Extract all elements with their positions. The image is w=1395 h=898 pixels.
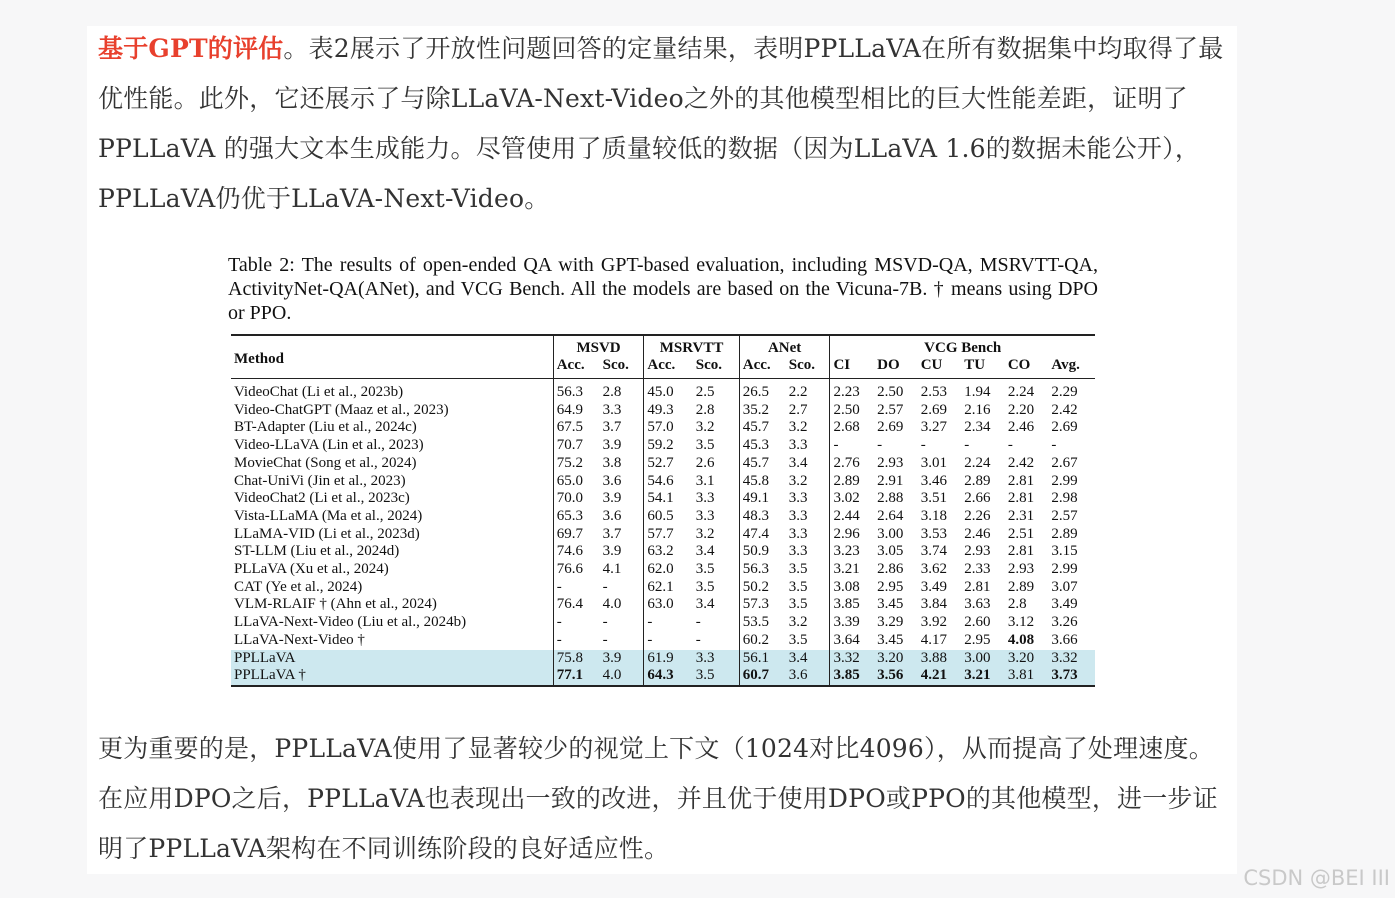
method-cell: Video-ChatGPT (Maaz et al., 2023)	[234, 401, 449, 418]
table-row	[231, 437, 1095, 455]
value-cell: 2.57	[877, 401, 904, 418]
value-cell: 2.6	[695, 454, 715, 471]
method-cell: LLaVA-Next-Video †	[234, 631, 365, 648]
method-cell: Vista-LLaMA (Ma et al., 2024)	[234, 507, 423, 524]
col-header: Sco.	[788, 357, 815, 373]
value-cell: 2.99	[1051, 472, 1078, 489]
value-cell: 3.92	[920, 614, 947, 631]
method-cell: LLaVA-Next-Video (Liu et al., 2024b)	[234, 614, 467, 631]
results-table	[231, 334, 1095, 687]
value-cell: 2.8	[1007, 596, 1027, 613]
col-header: CO	[1007, 357, 1031, 373]
value-cell: 3.9	[602, 490, 622, 507]
value-cell: 3.46	[920, 472, 947, 489]
value-cell: 3.6	[602, 507, 622, 524]
col-header: Acc.	[644, 357, 693, 379]
value-cell: 3.64	[830, 632, 874, 650]
value-cell: 3.3	[788, 490, 808, 507]
value-cell: 2.29	[1051, 384, 1078, 400]
value-cell: 2.33	[964, 561, 991, 578]
value-cell: 3.5	[695, 561, 715, 578]
method-cell: VLM-RLAIF † (Ahn et al., 2024)	[234, 596, 437, 613]
value-cell: 3.29	[877, 614, 904, 631]
value-cell: 2.81	[1007, 543, 1035, 560]
value-cell: 3.7	[602, 525, 622, 542]
value-cell: 2.20	[1007, 401, 1035, 418]
value-cell: 3.51	[920, 490, 947, 507]
value-cell: 75.2	[553, 455, 599, 473]
value-cell: 3.88	[918, 650, 962, 668]
value-cell: -	[877, 437, 883, 454]
value-cell: 3.2	[695, 525, 715, 542]
value-cell: 4.17	[920, 631, 947, 648]
col-header: TU	[964, 357, 986, 373]
value-cell: 49.1	[739, 490, 785, 508]
value-cell: 4.21	[918, 667, 962, 686]
value-cell: 3.45	[877, 596, 904, 613]
value-cell: 2.76	[830, 455, 874, 473]
value-cell: 3.26	[1051, 614, 1078, 631]
value-cell: 3.49	[1051, 596, 1078, 613]
value-cell: 75.8	[553, 650, 599, 668]
value-cell: 2.44	[830, 508, 874, 526]
col-header: CU	[920, 357, 943, 373]
value-cell: -	[695, 631, 701, 648]
results-table-figure	[231, 334, 1095, 687]
value-cell: 2.24	[1007, 384, 1035, 400]
value-cell: 2.42	[1051, 401, 1078, 418]
value-cell: 56.3	[739, 561, 785, 579]
value-cell: 60.7	[739, 667, 785, 686]
intro-text: 。表2展示了开放性问题回答的定量结果，表明PPLLaVA在所有数据集中均取得了最优性能。此外，它还展示了与除LLaVA-Next-Video之外的其他模型相比的巨大性能差距，证明了PPLLaVA 的强大文本生成能力。尽管使用了质量较低的数据（因为LLaVA 1.6的数据未能公开），PPLLaVA仍优于LLaVA-Next-Video。	[98, 34, 1224, 213]
value-cell: 3.85	[830, 667, 874, 686]
value-cell: 3.74	[920, 543, 947, 560]
value-cell: -	[644, 614, 693, 632]
table-row	[231, 650, 1095, 668]
value-cell: -	[1007, 437, 1013, 454]
value-cell: 2.46	[1007, 419, 1035, 436]
group-header: VCG Bench	[830, 335, 1095, 357]
table-row	[231, 596, 1095, 614]
value-cell: 2.5	[695, 384, 715, 400]
value-cell: 26.5	[739, 379, 785, 402]
value-cell: 3.3	[693, 650, 740, 668]
value-cell: 4.0	[602, 596, 622, 613]
method-cell: LLaMA-VID (Li et al., 2023d)	[234, 525, 420, 542]
value-cell: 4.08	[1007, 631, 1035, 648]
value-cell: 2.53	[920, 384, 947, 400]
value-cell: -	[602, 614, 608, 631]
value-cell: 69.7	[553, 526, 599, 544]
value-cell: 2.89	[1007, 578, 1035, 595]
value-cell: 3.3	[788, 507, 808, 524]
col-header: Acc.	[553, 357, 599, 379]
value-cell: 63.0	[644, 596, 693, 614]
value-cell: 3.08	[830, 579, 874, 597]
value-cell: 2.91	[877, 472, 904, 489]
value-cell: -	[830, 437, 874, 455]
value-cell: 2.93	[1007, 561, 1035, 578]
value-cell: 54.6	[644, 473, 693, 491]
value-cell: 76.6	[553, 561, 599, 579]
value-cell: 2.93	[964, 543, 991, 560]
value-cell: 2.88	[877, 490, 904, 507]
col-header: CI	[830, 357, 874, 379]
value-cell: 4.0	[600, 667, 644, 686]
table-row	[231, 490, 1095, 508]
value-cell: 2.89	[964, 472, 991, 489]
value-cell: 3.3	[602, 401, 622, 418]
value-cell: 3.21	[961, 667, 1005, 686]
value-cell: 3.12	[1007, 614, 1035, 631]
value-cell: 3.2	[695, 419, 715, 436]
value-cell: 2.68	[830, 419, 874, 437]
value-cell: 3.4	[786, 650, 830, 668]
value-cell: 2.34	[964, 419, 991, 436]
value-cell: -	[1051, 437, 1057, 454]
value-cell: 3.23	[830, 543, 874, 561]
value-cell: 2.66	[964, 490, 991, 507]
value-cell: 76.4	[553, 596, 599, 614]
value-cell: 3.7	[602, 419, 622, 436]
value-cell: 2.23	[830, 379, 874, 402]
value-cell: 3.81	[1005, 667, 1049, 686]
value-cell: 2.81	[1007, 490, 1035, 507]
col-header: DO	[877, 357, 900, 373]
value-cell: 56.3	[553, 379, 599, 402]
col-header: Avg.	[1051, 357, 1080, 373]
value-cell: 3.73	[1048, 667, 1095, 686]
value-cell: 62.0	[644, 561, 693, 579]
value-cell: 3.02	[830, 490, 874, 508]
value-cell: 2.98	[1051, 490, 1078, 507]
value-cell: 3.5	[695, 578, 715, 595]
value-cell: 3.5	[788, 631, 808, 648]
value-cell: 2.50	[830, 402, 874, 420]
table-row	[231, 579, 1095, 597]
value-cell: 2.67	[1051, 454, 1078, 471]
value-cell: 3.15	[1051, 543, 1078, 560]
value-cell: 3.00	[961, 650, 1005, 668]
value-cell: 2.8	[602, 384, 622, 400]
value-cell: 63.2	[644, 543, 693, 561]
value-cell: 64.3	[644, 667, 693, 686]
value-cell: -	[553, 614, 599, 632]
value-cell: 57.0	[644, 419, 693, 437]
value-cell: 2.81	[1007, 472, 1035, 489]
value-cell: 3.2	[788, 614, 808, 631]
value-cell: 45.7	[739, 419, 785, 437]
value-cell: 2.69	[920, 401, 947, 418]
method-cell: VideoChat2 (Li et al., 2023c)	[234, 490, 410, 507]
value-cell: 3.3	[695, 490, 715, 507]
method-cell: ST-LLM (Liu et al., 2024d)	[234, 543, 400, 560]
method-cell: VideoChat (Li et al., 2023b)	[234, 384, 404, 400]
value-cell: 2.46	[964, 525, 991, 542]
table-row	[231, 632, 1095, 650]
value-cell: 2.99	[1051, 561, 1078, 578]
value-cell: 64.9	[553, 402, 599, 420]
value-cell: 57.7	[644, 526, 693, 544]
value-cell: 2.96	[830, 526, 874, 544]
value-cell: 35.2	[739, 402, 785, 420]
value-cell: 2.89	[830, 473, 874, 491]
value-cell: 3.2	[788, 419, 808, 436]
value-cell: 3.1	[695, 472, 715, 489]
value-cell: 45.7	[739, 455, 785, 473]
value-cell: 3.62	[920, 561, 947, 578]
value-cell: 62.1	[644, 579, 693, 597]
value-cell: 45.0	[644, 379, 693, 402]
value-cell: 65.3	[553, 508, 599, 526]
value-cell: 2.60	[964, 614, 991, 631]
method-header: Method	[234, 350, 284, 367]
table-row	[231, 561, 1095, 579]
value-cell: 50.2	[739, 579, 785, 597]
value-cell: 2.16	[964, 401, 991, 418]
value-cell: 2.7	[788, 401, 808, 418]
method-cell: BT-Adapter (Liu et al., 2024c)	[234, 419, 417, 436]
value-cell: 3.20	[1005, 650, 1049, 668]
value-cell: 54.1	[644, 490, 693, 508]
value-cell: 3.21	[830, 561, 874, 579]
value-cell: 3.85	[830, 596, 874, 614]
table-body	[231, 379, 1095, 686]
value-cell: 3.63	[964, 596, 991, 613]
value-cell: 56.1	[739, 650, 785, 668]
value-cell: 3.39	[830, 614, 874, 632]
value-cell: 2.81	[964, 578, 991, 595]
table-row	[231, 402, 1095, 420]
value-cell: 3.4	[695, 543, 715, 560]
value-cell: 2.42	[1007, 454, 1035, 471]
value-cell: 3.32	[830, 650, 874, 668]
value-cell: 3.9	[602, 543, 622, 560]
value-cell: 2.95	[964, 631, 991, 648]
value-cell: 2.64	[877, 507, 904, 524]
value-cell: 3.9	[600, 650, 644, 668]
value-cell: 3.9	[602, 437, 622, 454]
value-cell: -	[695, 614, 701, 631]
table-row	[231, 614, 1095, 632]
value-cell: 3.45	[877, 631, 904, 648]
value-cell: 3.5	[788, 561, 808, 578]
value-cell: 47.4	[739, 526, 785, 544]
value-cell: 3.49	[920, 578, 947, 595]
value-cell: 45.3	[739, 437, 785, 455]
value-cell: 3.32	[1048, 650, 1095, 668]
value-cell: 3.5	[788, 578, 808, 595]
value-cell: 70.0	[553, 490, 599, 508]
value-cell: 3.53	[920, 525, 947, 542]
value-cell: 3.5	[695, 437, 715, 454]
value-cell: 3.05	[877, 543, 904, 560]
value-cell: 53.5	[739, 614, 785, 632]
method-cell: PPLLaVA †	[231, 667, 553, 686]
value-cell: 3.07	[1051, 578, 1078, 595]
value-cell: -	[602, 578, 608, 595]
value-cell: 2.86	[877, 561, 904, 578]
table-row	[231, 473, 1095, 491]
value-cell: 3.3	[788, 525, 808, 542]
value-cell: 3.3	[695, 507, 715, 524]
value-cell: 2.51	[1007, 525, 1035, 542]
table-row	[231, 379, 1095, 402]
value-cell: -	[553, 579, 599, 597]
value-cell: 3.3	[788, 437, 808, 454]
value-cell: 3.5	[693, 667, 740, 686]
value-cell: 2.93	[877, 454, 904, 471]
value-cell: 3.2	[788, 472, 808, 489]
table-row	[231, 526, 1095, 544]
value-cell: 67.5	[553, 419, 599, 437]
value-cell: 2.89	[1051, 525, 1078, 542]
value-cell: -	[964, 437, 970, 454]
value-cell: 60.5	[644, 508, 693, 526]
table-row	[231, 419, 1095, 437]
value-cell: 3.84	[920, 596, 947, 613]
value-cell: 3.4	[788, 454, 808, 471]
value-cell: 65.0	[553, 473, 599, 491]
value-cell: 2.8	[695, 401, 715, 418]
value-cell: 2.50	[877, 384, 904, 400]
value-cell: 50.9	[739, 543, 785, 561]
method-cell: PLLaVA (Xu et al., 2024)	[234, 561, 389, 578]
value-cell: 3.01	[920, 454, 947, 471]
value-cell: 61.9	[644, 650, 693, 668]
value-cell: 3.27	[920, 419, 947, 436]
value-cell: 60.2	[739, 632, 785, 650]
value-cell: 49.3	[644, 402, 693, 420]
value-cell: 59.2	[644, 437, 693, 455]
value-cell: 2.26	[964, 507, 991, 524]
value-cell: 74.6	[553, 543, 599, 561]
value-cell: 3.6	[786, 667, 830, 686]
table-row	[231, 455, 1095, 473]
table-row	[231, 667, 1095, 686]
value-cell: 3.66	[1051, 631, 1078, 648]
value-cell: 3.3	[788, 543, 808, 560]
value-cell: 77.1	[553, 667, 599, 686]
value-cell: 2.69	[1051, 419, 1078, 436]
value-cell: -	[644, 632, 693, 650]
article-page	[87, 26, 1237, 874]
method-cell: Chat-UniVi (Jin et al., 2023)	[234, 472, 406, 489]
value-cell: 2.69	[877, 419, 904, 436]
group-header: MSVD	[553, 335, 644, 357]
value-cell: 2.2	[788, 384, 808, 400]
value-cell: 70.7	[553, 437, 599, 455]
watermark: CSDN @BEI III	[1243, 866, 1390, 890]
value-cell: 48.3	[739, 508, 785, 526]
value-cell: 3.5	[788, 596, 808, 613]
value-cell: 4.1	[602, 561, 622, 578]
value-cell: 3.6	[602, 472, 622, 489]
method-cell: MovieChat (Song et al., 2024)	[234, 454, 417, 471]
group-header: ANet	[739, 335, 830, 357]
value-cell: 3.18	[920, 507, 947, 524]
group-header: MSRVTT	[644, 335, 739, 357]
value-cell: 2.95	[877, 578, 904, 595]
col-header: Sco.	[602, 357, 629, 373]
value-cell: -	[920, 437, 926, 454]
value-cell: 2.57	[1051, 507, 1078, 524]
table-caption: Table 2: The results of open-ended QA with GPT-based evaluation, including MSVD-QA, MSRVTT-QA, ActivityNet-QA(ANet), and VCG Bench. All the models are based on the Vicuna-7B. † means using DPO or PPO.	[228, 254, 1098, 324]
value-cell: 3.20	[874, 650, 918, 668]
value-cell: 3.56	[874, 667, 918, 686]
table-row	[231, 508, 1095, 526]
col-header: Sco.	[695, 357, 722, 373]
value-cell: 3.8	[602, 454, 622, 471]
conclusion-paragraph: 更为重要的是，PPLLaVA使用了显著较少的视觉上下文（1024对比4096），从而提高了处理速度。在应用DPO之后，PPLLaVA也表现出一致的改进，并且优于使用DPO或PPO的其他模型，进一步证明了PPLLaVA架构在不同训练阶段的良好适应性。	[98, 734, 1218, 863]
value-cell: 2.24	[964, 454, 991, 471]
value-cell: 3.4	[695, 596, 715, 613]
method-cell: PPLLaVA	[231, 650, 553, 668]
value-cell: 3.00	[877, 525, 904, 542]
value-cell: 45.8	[739, 473, 785, 491]
table-row	[231, 543, 1095, 561]
value-cell: 57.3	[739, 596, 785, 614]
value-cell: 52.7	[644, 455, 693, 473]
intro-paragraph	[98, 24, 1233, 224]
value-cell: -	[553, 632, 599, 650]
section-highlight: 基于GPT的评估	[98, 34, 284, 63]
value-cell: 1.94	[964, 384, 991, 400]
method-cell: Video-LLaVA (Lin et al., 2023)	[234, 437, 424, 454]
method-cell: CAT (Ye et al., 2024)	[234, 578, 363, 595]
value-cell: -	[602, 631, 608, 648]
value-cell: 2.31	[1007, 507, 1035, 524]
col-header: Acc.	[739, 357, 785, 379]
